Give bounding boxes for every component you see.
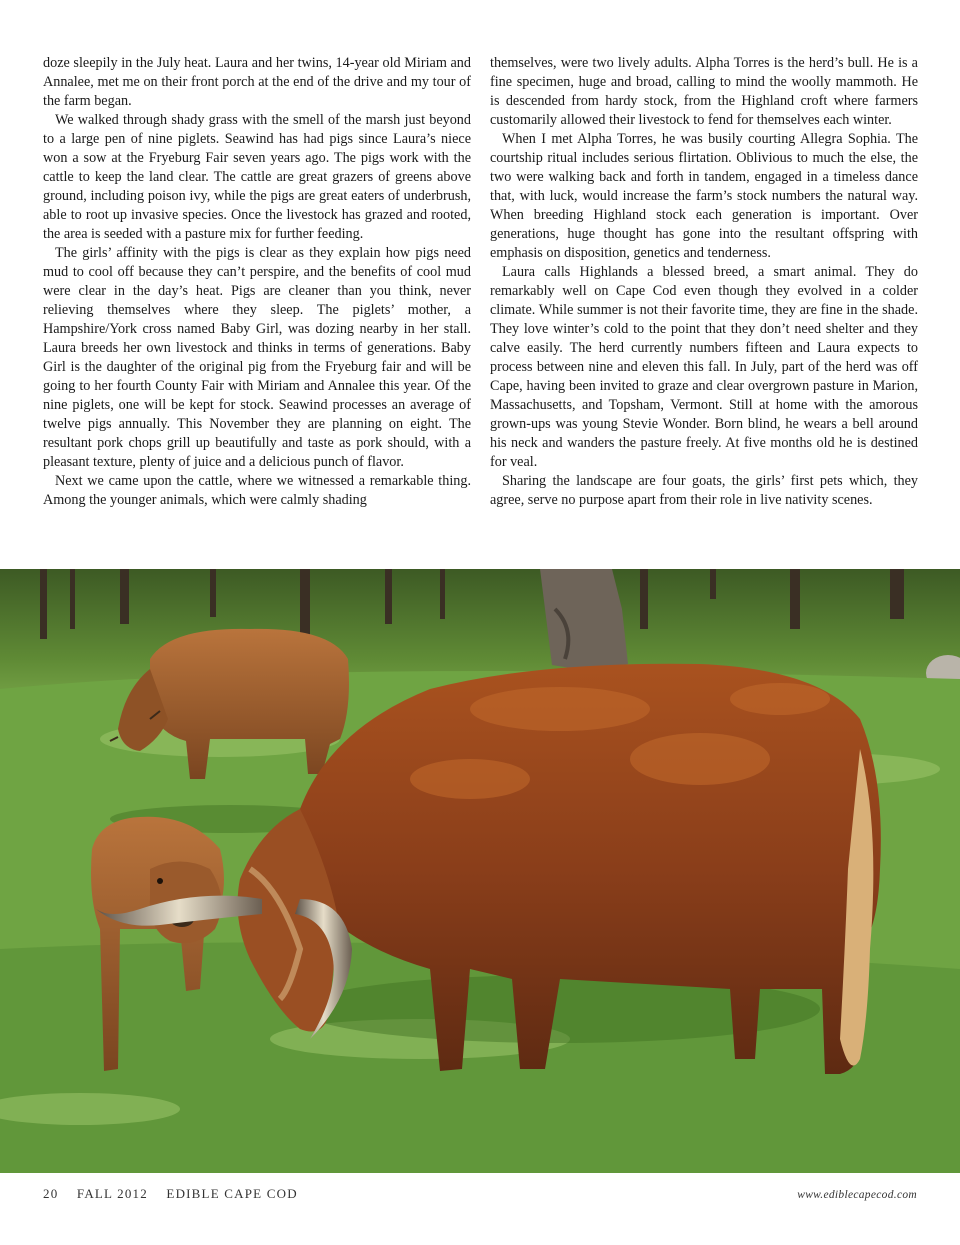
paragraph: Next we came upon the cattle, where we witnessed a remarkable thing. Among the younger animals, which were calmly shading bbox=[43, 473, 471, 508]
website-url: www.ediblecapecod.com bbox=[797, 1189, 917, 1201]
footer-left bbox=[43, 1186, 312, 1202]
page-number: 20 bbox=[43, 1186, 59, 1201]
paragraph: Laura calls Highlands a blessed breed, a smart animal. They do remarkably well on Cape Cod even though they evolved in a colder climate. While summer is not their favorite time, they are fine in the shade. They love winter’s cold to the point that they don’t need shelter and they calve easily. The herd currently numbers fifteen and Laura expects to process between nine and eleven this fall. In July, part of the herd was off Cape, having been invited to graze and clear overgrown pasture in Marion, Massachusetts, and Topsham, Vermont. Still at home with the amorous grown-ups was young Stevie Wonder. Born blind, he wears a bell around his neck and wanders the pasture freely. At five months old he is destined for veal. bbox=[490, 264, 918, 470]
article-body bbox=[43, 54, 918, 554]
large-tree-trunk bbox=[540, 569, 628, 671]
issue-label: FALL 2012 bbox=[76, 1186, 148, 1201]
publication-name: EDIBLE CAPE COD bbox=[166, 1186, 298, 1201]
paragraph: When I met Alpha Torres, he was busily courting Allegra Sophia. The courtship ritual includes serious flirtation. Oblivious to much the else, the two were walking back and forth in tandem, engaged in a timeless dance that, with luck, would increase the farm’s stock numbers the natural way. When breeding Highland stock each generation is important. Over generations, huge thought has gone into the resultant offspring with emphasis on disposition, genetics and tenderness. bbox=[490, 131, 918, 261]
paragraph: themselves, were two lively adults. Alpha Torres is the herd’s bull. He is a fine specimen, huge and broad, calling to mind the woolly mammoth. He is descended from hardy stock, from the Highland croft where farmers customarily allowed their livestock to fend for themselves each winter. bbox=[490, 55, 918, 128]
page-footer bbox=[43, 1186, 917, 1204]
paragraph: Sharing the landscape are four goats, the girls’ first pets which, they agree, serve no purpose apart from their role in live nativity scenes. bbox=[490, 473, 918, 508]
left-column bbox=[43, 54, 471, 554]
right-column bbox=[490, 54, 918, 554]
paragraph: doze sleepily in the July heat. Laura and her twins, 14-year old Miriam and Annalee, met me on their front porch at the end of the drive and my tour of the farm began. bbox=[43, 55, 471, 109]
paragraph: We walked through shady grass with the smell of the marsh just beyond to a large pen of nine piglets. Seawind has had pigs since Laura’s niece won a sow at the Fryeburg Fair seven years ago. The pigs work with the cattle to keep the land clear. The cattle are great grazers of greens above ground, including poison ivy, while the pigs are great eaters of underbrush, able to root up invasive species. Once the livestock has grazed and rooted, the area is seeded with a pasture mix for further feeding. bbox=[43, 112, 471, 242]
highland-cattle-photo bbox=[0, 569, 960, 1173]
paragraph: The girls’ affinity with the pigs is clear as they explain how pigs need mud to cool off because they can’t perspire, and the benefits of cool mud were clear in the day’s heat. Pigs are cleaner than you think, never relieving themselves where they sleep. The piglets’ mother, a Hampshire/York cross named Baby Girl, was dozing nearby in her stall. Laura breeds her own livestock and thinks in terms of generations. Baby Girl is the daughter of the original pig from the Fryeburg fair and will be going to her fourth County Fair with Miriam and Annalee this year. Of the nine piglets, one will be kept for stock. Seawind processes an average of twelve pigs annually. This November they are planning on eight. The resultant pork chops grill up beautifully and taste as pork should, with a pleasant texture, plenty of juice and a delicious punch of flavor. bbox=[43, 245, 471, 470]
